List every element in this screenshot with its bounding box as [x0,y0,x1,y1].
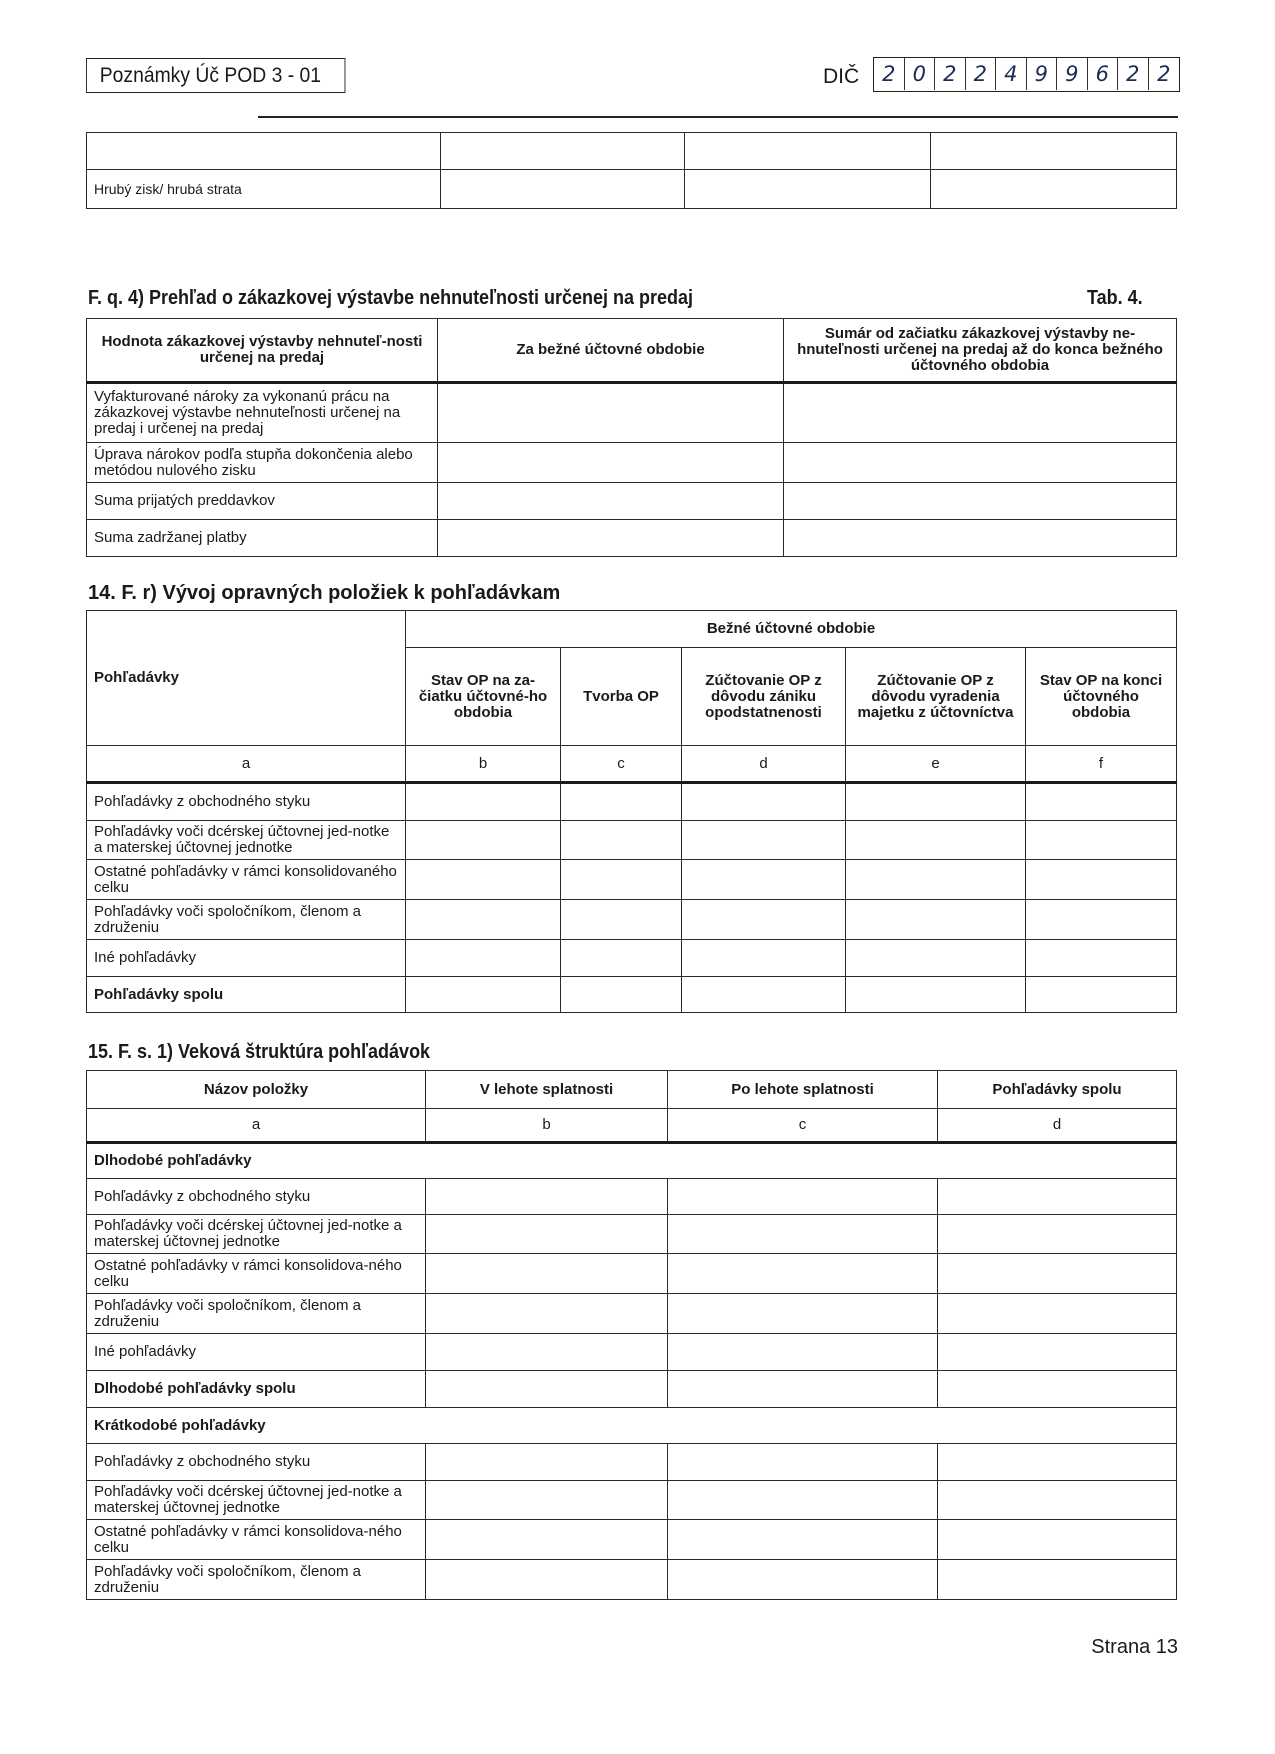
column-header: Stav OP na za-čiatku účtovné-ho obdobia [406,648,561,746]
dic-digit[interactable]: 2 [1157,62,1171,86]
dic-digit[interactable]: 9 [1057,58,1088,90]
section-title-fq4: F. q. 4) Prehľad o zákazkovej výstavbe nehnuteľnosti určenej na predaj [88,287,694,309]
value-cell[interactable] [846,783,1026,821]
value-cell[interactable] [406,940,561,977]
row-label: Ostatné pohľadávky v rámci konsolidova-ného celku [87,1520,426,1560]
row-label: Pohľadávky z obchodného styku [87,1179,426,1215]
value-cell[interactable] [406,900,561,940]
column-letter: a [87,746,406,783]
table-row [87,900,1177,940]
column-header: Po lehote splatnosti [668,1071,938,1109]
value-cell[interactable] [938,1179,1177,1215]
value-cell[interactable] [668,1254,938,1294]
column-header: Pohľadávky spolu [938,1071,1177,1109]
letters-row [87,746,1177,783]
allowance-table [86,610,1177,1013]
value-cell[interactable] [406,821,561,860]
aging-table [86,1070,1177,1600]
value-cell[interactable] [938,1444,1177,1481]
value-cell[interactable] [668,1560,938,1600]
table-row [87,1444,1177,1481]
column-letter: d [682,746,846,783]
row-label: Ostatné pohľadávky v rámci konsolidova-ného celku [87,1254,426,1294]
row-header: Pohľadávky [87,611,406,746]
table-row [87,860,1177,900]
column-header: Zúčtovanie OP z dôvodu vyradenia majetku z účtovníctva [846,648,1026,746]
column-header: Názov položky [87,1071,426,1109]
total-row [87,977,1177,1013]
value-cell[interactable] [406,977,561,1013]
construction-table [86,318,1177,557]
dic-digit[interactable]: 2 [874,58,905,90]
tab-label: Tab. 4. [1087,287,1143,309]
dic-digit[interactable]: 2 [1118,58,1149,90]
row-label: Pohľadávky voči spoločníkom, členom a združeniu [87,1560,426,1600]
row-label: Pohľadávky spolu [87,977,406,1013]
value-cell[interactable] [668,1444,938,1481]
row-label: Vyfakturované nároky za vykonanú prácu na zákazkovej výstavbe nehnuteľnosti určenej na predaj i určenej na predaj [87,383,438,443]
value-cell[interactable] [426,1254,668,1294]
value-cell[interactable] [784,483,1177,520]
table-row [87,940,1177,977]
value-cell[interactable] [1026,900,1177,940]
column-header: Zúčtovanie OP z dôvodu zániku opodstatnenosti [682,648,846,746]
group-label: Dlhodobé pohľadávky [87,1143,1177,1179]
row-label: Iné pohľadávky [87,1334,426,1371]
value-cell[interactable] [668,1371,938,1408]
value-cell[interactable] [846,900,1026,940]
value-cell[interactable] [1026,821,1177,860]
section-title-15: 15. F. s. 1) Veková štruktúra pohľadávok [88,1041,431,1063]
value-cell[interactable] [846,860,1026,900]
value-cell[interactable] [441,170,685,209]
value-cell[interactable] [668,1481,938,1520]
table-row [87,821,1177,860]
row-label: Pohľadávky voči spoločníkom, členom a združeniu [87,1294,426,1334]
row-label: Suma zadržanej platby [87,520,438,557]
group-header-row [87,611,1177,648]
table-row [87,1560,1177,1600]
table-row [87,783,1177,821]
column-header: Za bežné účtovné obdobie [438,319,784,383]
column-letter: d [938,1109,1177,1143]
value-cell[interactable] [668,1179,938,1215]
value-cell[interactable] [784,520,1177,557]
row-label: Pohľadávky z obchodného styku [87,783,406,821]
value-cell[interactable] [938,1560,1177,1600]
value-cell[interactable] [426,1179,668,1215]
value-cell[interactable] [682,821,846,860]
value-cell[interactable] [561,783,682,821]
table-row [87,1294,1177,1334]
value-cell[interactable] [426,1520,668,1560]
value-cell[interactable] [668,1294,938,1334]
value-cell[interactable] [682,783,846,821]
group-row [87,1408,1177,1444]
value-cell[interactable] [426,1294,668,1334]
value-cell[interactable] [426,1560,668,1600]
column-header: V lehote splatnosti [426,1071,668,1109]
row-label [87,133,441,170]
form-label: Poznámky Úč POD 3 - 01 [99,64,321,87]
column-letter: b [426,1109,668,1143]
dic-field[interactable] [873,57,1180,92]
column-letter: e [846,746,1026,783]
column-letter: a [87,1109,426,1143]
value-cell[interactable] [938,1520,1177,1560]
value-cell[interactable] [426,1444,668,1481]
total-row [87,1371,1177,1408]
column-letter: f [1026,746,1177,783]
row-label: Iné pohľadávky [87,940,406,977]
value-cell[interactable] [668,1334,938,1371]
row-label: Pohľadávky voči spoločníkom, členom a združeniu [87,900,406,940]
value-cell[interactable] [682,900,846,940]
value-cell[interactable] [668,1215,938,1254]
group-label: Krátkodobé pohľadávky [87,1408,1177,1444]
column-header: Tvorba OP [561,648,682,746]
row-label: Pohľadávky voči dcérskej účtovnej jed-notke a materskej účtovnej jednotke [87,1215,426,1254]
table-row [87,1334,1177,1371]
value-cell[interactable] [685,133,931,170]
dic-digit[interactable]: 4 [996,58,1027,90]
value-cell[interactable] [426,1371,668,1408]
value-cell[interactable] [931,133,1177,170]
row-label: Pohľadávky z obchodného styku [87,1444,426,1481]
dic-digit[interactable]: 0 [905,58,936,90]
value-cell[interactable] [938,1215,1177,1254]
value-cell[interactable] [438,483,784,520]
table-row [87,133,1177,170]
value-cell[interactable] [406,860,561,900]
gross-profit-table [86,132,1177,209]
value-cell[interactable] [561,900,682,940]
value-cell[interactable] [438,383,784,443]
table-row [87,1254,1177,1294]
value-cell[interactable] [938,1371,1177,1408]
value-cell[interactable] [938,1334,1177,1371]
value-cell[interactable] [846,940,1026,977]
value-cell[interactable] [426,1481,668,1520]
column-letter: c [561,746,682,783]
value-cell[interactable] [1026,860,1177,900]
value-cell[interactable] [938,1294,1177,1334]
table-row [87,1481,1177,1520]
value-cell[interactable] [685,170,931,209]
dic-digit[interactable]: 2 [966,58,997,90]
row-label: Pohľadávky voči dcérskej účtovnej jed-notke a materskej účtovnej jednotke [87,1481,426,1520]
table-row [87,383,1177,443]
table-row [87,1520,1177,1560]
header-divider [258,116,1178,118]
column-header: Sumár od začiatku zákazkovej výstavby ne-hnuteľnosti určenej na predaj až do konca bežného účtovného obdobia [784,319,1177,383]
page-number: Strana 13 [1091,1636,1178,1658]
value-cell[interactable] [406,783,561,821]
column-letter: c [668,1109,938,1143]
value-cell[interactable] [426,1334,668,1371]
header-row [87,319,1177,383]
value-cell[interactable] [846,821,1026,860]
row-label: Hrubý zisk/ hrubá strata [87,170,441,209]
column-header: Hodnota zákazkovej výstavby nehnuteľ-nosti určenej na predaj [87,319,438,383]
value-cell[interactable] [1026,940,1177,977]
value-cell[interactable] [931,170,1177,209]
row-label: Pohľadávky voči dcérskej účtovnej jed-notke a materskej účtovnej jednotke [87,821,406,860]
value-cell[interactable] [426,1215,668,1254]
table-row [87,1179,1177,1215]
value-cell[interactable] [682,977,846,1013]
value-cell[interactable] [682,940,846,977]
group-row [87,1143,1177,1179]
value-cell[interactable] [561,977,682,1013]
value-cell[interactable] [682,860,846,900]
group-header: Bežné účtovné obdobie [406,611,1177,648]
value-cell[interactable] [1026,783,1177,821]
table-row [87,443,1177,483]
value-cell[interactable] [561,940,682,977]
table-row [87,520,1177,557]
value-cell[interactable] [668,1520,938,1560]
value-cell[interactable] [441,133,685,170]
table-row [87,1215,1177,1254]
header-row [87,1071,1177,1109]
table-row [87,483,1177,520]
row-label: Ostatné pohľadávky v rámci konsolidovaného celku [87,860,406,900]
value-cell[interactable] [938,1254,1177,1294]
column-letter: b [406,746,561,783]
dic-digit[interactable]: 6 [1088,58,1119,90]
value-cell[interactable] [846,977,1026,1013]
dic-digit[interactable]: 2 [935,58,966,90]
value-cell[interactable] [438,443,784,483]
row-label: Dlhodobé pohľadávky spolu [87,1371,426,1408]
form-label-box [86,58,345,93]
value-cell[interactable] [784,383,1177,443]
letters-row [87,1109,1177,1143]
row-label: Suma prijatých preddavkov [87,483,438,520]
value-cell[interactable] [561,860,682,900]
value-cell[interactable] [784,443,1177,483]
row-label: Úprava nárokov podľa stupňa dokončenia alebo metódou nulového zisku [87,443,438,483]
value-cell[interactable] [1026,977,1177,1013]
value-cell[interactable] [438,520,784,557]
value-cell[interactable] [561,821,682,860]
dic-label: DIČ [823,65,860,88]
section-title-14: 14. F. r) Vývoj opravných položiek k pohľadávkam [88,582,561,604]
column-header: Stav OP na konci účtovného obdobia [1026,648,1177,746]
dic-digit[interactable]: 9 [1027,58,1058,90]
table-row [87,170,1177,209]
value-cell[interactable] [938,1481,1177,1520]
